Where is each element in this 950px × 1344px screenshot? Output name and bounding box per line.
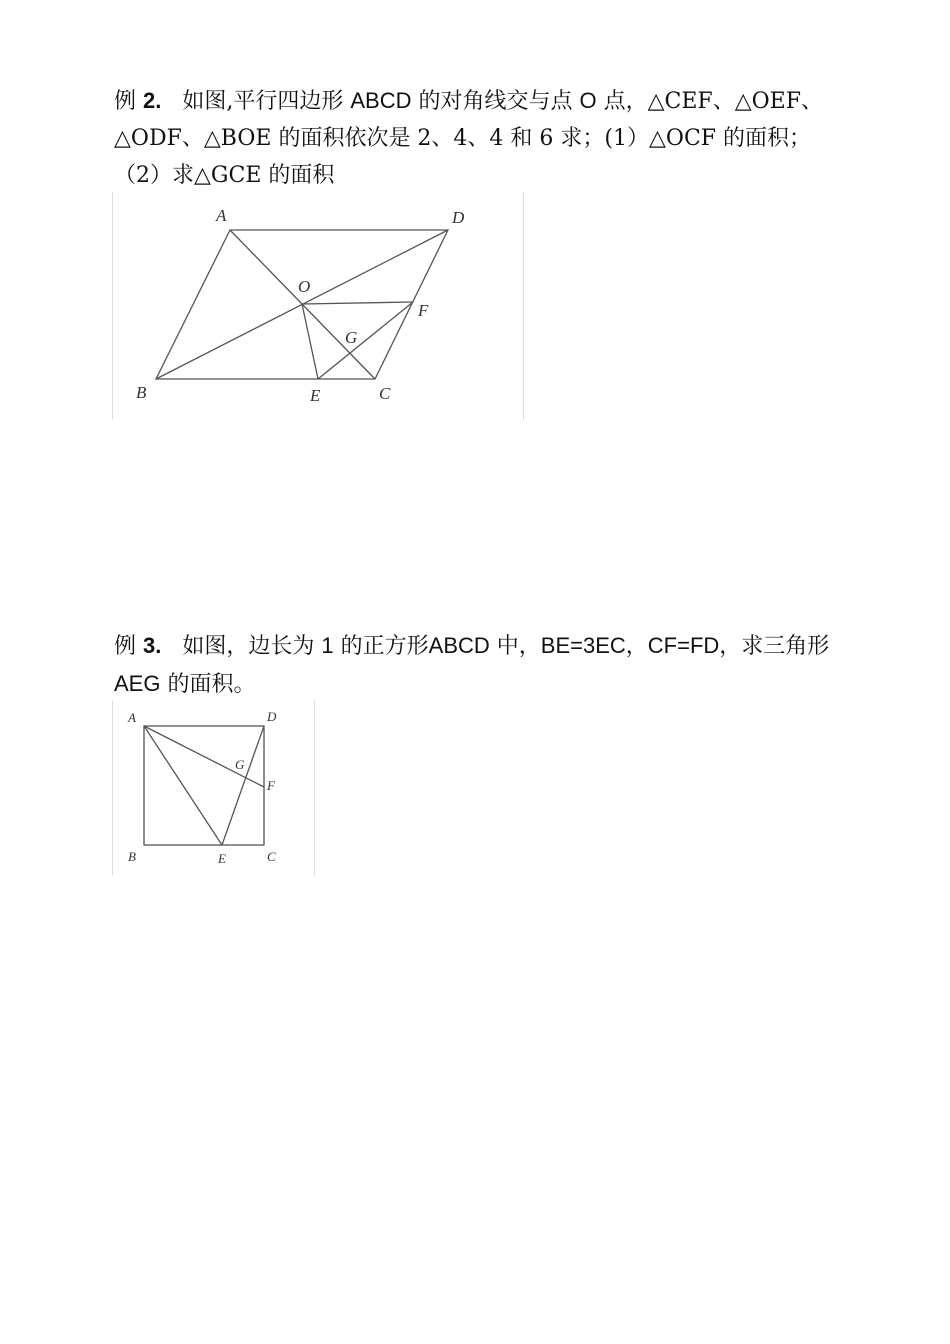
segment-oe	[302, 304, 318, 379]
label-b: B	[136, 383, 147, 402]
segment-ed	[222, 726, 264, 845]
problem-3-text-i: 的面积。	[167, 672, 256, 697]
problem-3-number: 3.	[143, 633, 162, 658]
label-a: A	[216, 206, 227, 225]
problem-3-text-h: AEG	[114, 671, 161, 696]
problem-3-text-c: 的正方形	[340, 634, 429, 659]
problem-2-text-b: ABCD	[350, 88, 412, 113]
segment-ae	[144, 726, 222, 845]
segment-ef	[318, 302, 413, 379]
problem-3-prefix: 例	[114, 634, 137, 659]
problem-2-text-a: 如图,平行四边形	[182, 89, 344, 114]
label-c: C	[267, 849, 276, 864]
label-d: D	[267, 709, 277, 724]
problem-2-number: 2.	[143, 88, 162, 113]
label-d: D	[452, 208, 465, 227]
problem-2-text-d: O	[579, 88, 597, 113]
problem-3-text-g: 求三角形	[741, 634, 830, 659]
segment-of	[302, 302, 413, 304]
problem-3-text-d: ABCD	[428, 633, 490, 658]
problem-3-text-b: 1	[321, 633, 334, 658]
label-e: E	[310, 386, 321, 405]
problem-2-text-e: 点，△CEF、△OEF、△ODF、△BOE 的面积依次是 2、4、4 和 6 求；(1）△OCF 的面积；（2）求△GCE 的面积	[114, 89, 823, 188]
label-c: C	[379, 384, 391, 403]
problem-3-text-e: 中，	[496, 634, 541, 659]
label-o: O	[298, 277, 311, 296]
square-abcd	[144, 726, 264, 845]
label-e: E	[218, 851, 226, 866]
label-f: F	[418, 301, 429, 320]
label-a: A	[128, 710, 136, 725]
label-b: B	[128, 849, 136, 864]
problem-2-text-c: 的对角线交与点	[418, 89, 573, 114]
label-f: F	[267, 778, 275, 793]
problem-3-text	[114, 627, 838, 703]
problem-3-figure	[112, 700, 315, 876]
problem-3-text-a: 如图，边长为	[182, 634, 315, 659]
problem-2-text	[114, 82, 838, 194]
label-g: G	[235, 757, 245, 772]
problem-2-prefix: 例	[114, 89, 137, 114]
problem-2-figure	[112, 192, 524, 420]
label-g: G	[345, 328, 358, 347]
problem-3-text-f: BE=3EC，CF=FD，	[540, 633, 742, 658]
